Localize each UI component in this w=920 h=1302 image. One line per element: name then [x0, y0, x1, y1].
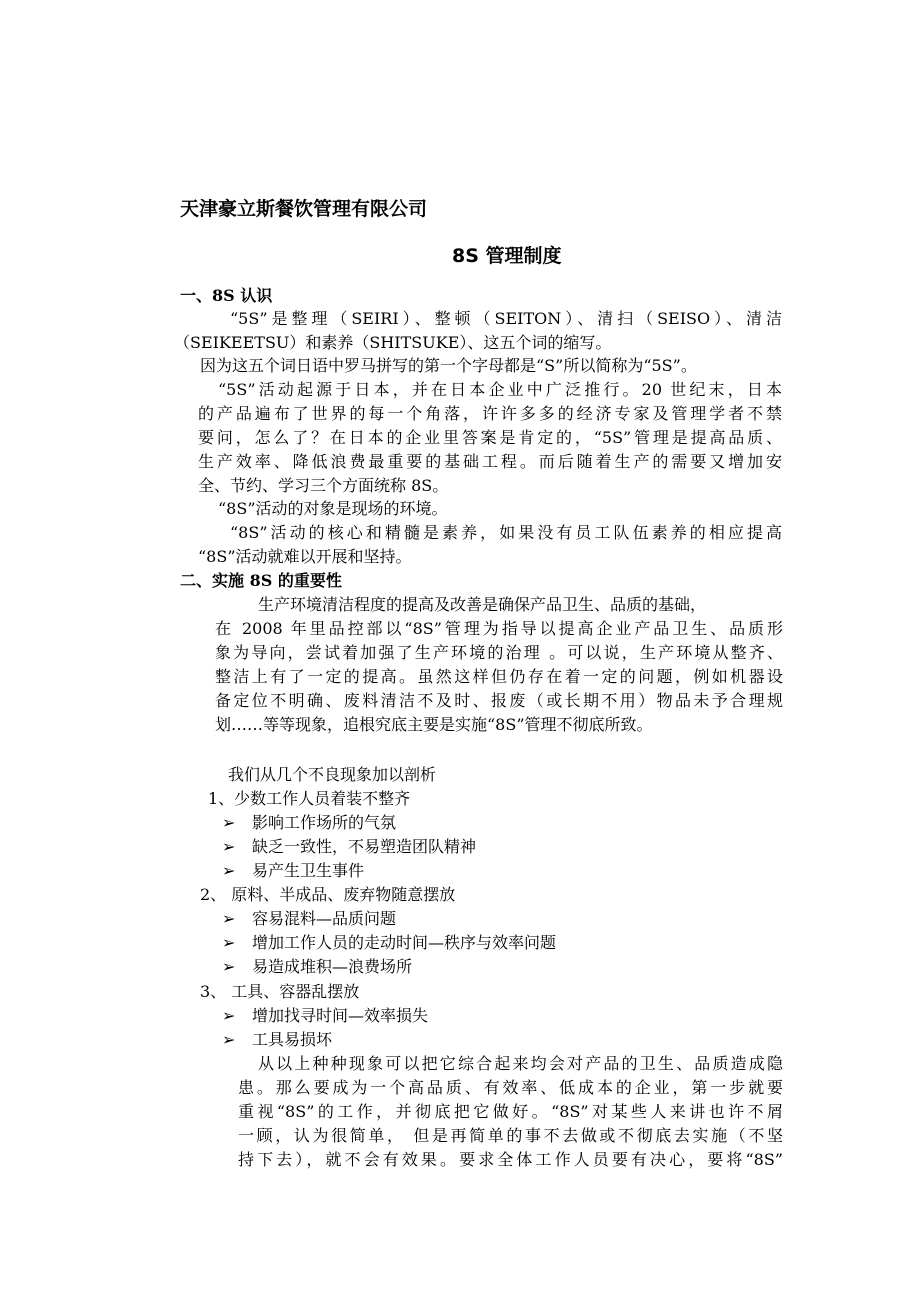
paragraph-line: 划……等等现象，追根究底主要是实施“8S”管理不彻底所致。 — [215, 715, 653, 734]
arrow-bullet-icon: ➢ — [222, 957, 236, 976]
paragraph-line: 象为导向，尝试着加强了生产环境的治理 。可以说，生产环境从整齐、 — [215, 643, 783, 662]
paragraph-line: 重视“8S”的工作，并彻底把它做好。“8S”对某些人来讲也许不屑 — [238, 1102, 783, 1121]
arrow-bullet-icon: ➢ — [222, 837, 236, 856]
bullet-item: ➢ 容易混料—品质问题 — [222, 907, 396, 931]
bullet-item: ➢ 易产生卫生事件 — [222, 859, 364, 883]
paragraph-line: 生产效率、降低浪费最重要的基础工程。而后随着生产的需要又增加安 — [198, 452, 782, 471]
paragraph-line: “8S”活动就难以开展和坚持。 — [198, 547, 412, 566]
arrow-bullet-icon: ➢ — [222, 909, 236, 928]
paragraph-line: 从以上种种现象可以把它综合起来均会对产品的卫生、品质造成隐 — [258, 1054, 783, 1073]
bullet-item: ➢ 影响工作场所的气氛 — [222, 811, 396, 835]
arrow-bullet-icon: ➢ — [222, 1030, 236, 1049]
page-title: 8S 管理制度 — [452, 245, 562, 267]
list-item-heading: 1、少数工作人员着装不整齐 — [208, 789, 411, 808]
section-heading-2: 二、实施 8S 的重要性 — [180, 571, 342, 590]
paragraph-line: “8S”活动的核心和精髓是素养，如果没有员工队伍素养的相应提高 — [230, 523, 782, 542]
paragraph-line: 要问，怎么了？在日本的企业里答案是肯定的，“5S”管理是提高品质、 — [198, 428, 782, 447]
arrow-bullet-icon: ➢ — [222, 933, 236, 952]
paragraph-line: 全、节约、学习三个方面统称 8S。 — [198, 476, 449, 495]
paragraph-line: 因为这五个词日语中罗马拼写的第一个字母都是“S”所以简称为“5S”。 — [200, 356, 697, 375]
paragraph-line: 的产品遍布了世界的每一个角落，许许多多的经济专家及管理学者不禁 — [198, 404, 782, 423]
list-item-heading: 3、 工具、容器乱摆放 — [200, 982, 360, 1001]
paragraph-line: “5S”是整理（SEIRI）、整顿（SEITON）、清扫（SEISO）、清洁 — [230, 309, 782, 328]
arrow-bullet-icon: ➢ — [222, 813, 236, 832]
paragraph-line: 持下去），就不会有效果。要求全体工作人员要有决心，要将“8S” — [238, 1150, 783, 1169]
section-heading-1: 一、8S 认识 — [180, 286, 273, 305]
paragraph-line: 备定位不明确、废料清洁不及时、报废（或长期不用）物品未予合理规 — [215, 691, 783, 710]
company-name: 天津豪立斯餐饮管理有限公司 — [180, 198, 428, 220]
paragraph-line: 整洁上有了一定的提高。虽然这样但仍存在着一定的问题，例如机器设 — [215, 667, 783, 686]
paragraph-line: 生产环境清洁程度的提高及改善是确保产品卫生、品质的基础， — [258, 595, 707, 614]
paragraph-line: 患。那么要成为一个高品质、有效率、低成本的企业，第一步就要 — [238, 1078, 783, 1097]
analysis-intro: 我们从几个不良现象加以剖析 — [228, 765, 437, 784]
bullet-item: ➢ 增加找寻时间—效率损失 — [222, 1004, 428, 1028]
paragraph-line: “5S”活动起源于日本，并在日本企业中广泛推行。20 世纪末，日本 — [218, 380, 782, 399]
arrow-bullet-icon: ➢ — [222, 861, 236, 880]
list-item-heading: 2、 原料、半成品、废弃物随意摆放 — [200, 885, 456, 904]
paragraph-line: “8S”活动的对象是现场的环境。 — [218, 499, 448, 518]
paragraph-line: 在 2008 年里品控部以“8S”管理为指导以提高企业产品卫生、品质形 — [215, 619, 783, 638]
paragraph-line: 一顾，认为很简单， 但是再简单的事不去做或不彻底去实施（不坚 — [238, 1126, 783, 1145]
bullet-item: ➢ 易造成堆积—浪费场所 — [222, 955, 412, 979]
bullet-item: ➢ 工具易损坏 — [222, 1028, 332, 1052]
bullet-item: ➢ 增加工作人员的走动时间—秩序与效率问题 — [222, 931, 556, 955]
paragraph-line: （SEIKEETSU）和素养（SHITSUKE）、这五个词的缩写。 — [174, 333, 612, 352]
arrow-bullet-icon: ➢ — [222, 1006, 236, 1025]
bullet-item: ➢ 缺乏一致性，不易塑造团队精神 — [222, 835, 476, 859]
